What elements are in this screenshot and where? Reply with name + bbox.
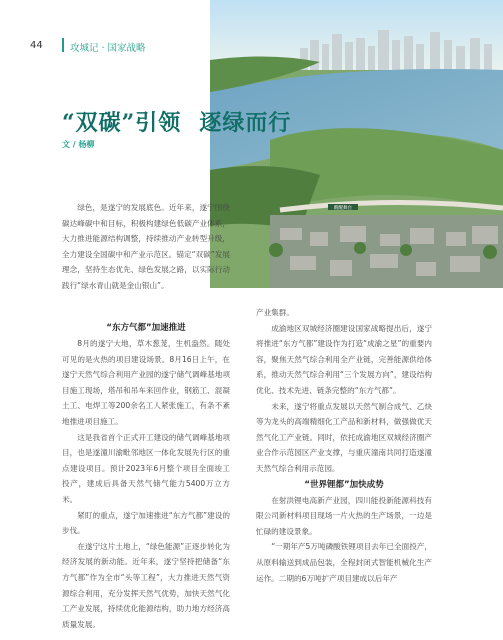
section-heading-east-gas: “东方气都”加速推进 — [106, 323, 186, 333]
right-column — [256, 305, 432, 586]
section-label: 攻城记 · 国家战略 — [70, 43, 146, 54]
author-line: 文 / 杨柳 — [62, 140, 95, 149]
title-part-a: “双碳”引领 — [62, 110, 182, 136]
paragraph: 8月的遂宁大地，草木葱茏，生机盎然。随处可见的是火热的项目建设场景。8月16日上午，在遂宁天然气综合利用产业园的遂宁储气调峰基地项目施工现场，塔吊和吊车来回作业，钢筋工、混凝土工、电焊工等200余名工人紧张施工，有条不紊地推进项目施工。 — [62, 339, 230, 426]
title-part-b: 逐绿而行 — [199, 110, 292, 136]
paragraph: 产业集群。 — [256, 308, 294, 317]
page-number: 44 — [30, 40, 43, 51]
header-rule — [62, 38, 64, 52]
photo-sign: 醒醒舞台 — [334, 206, 352, 211]
paragraph: 未来，遂宁将重点发展以天然气制合成气、乙炔等为龙头的高端精细化工产品和新材料，做强做优天然气化工产业链。同时，依托成渝地区双城经济圈产业合作示范园区产业支撑，与重庆潼南共同打造遂潼天然气综合利用示范园。 — [256, 401, 432, 473]
paragraph: 在射洪锂电高新产业园，四川能投新能源科技有限公司新材料项目现场一片火热的生产场景，一边是忙碌的建设景象。 — [256, 495, 432, 536]
paragraph: 在遂宁这片土地上，“绿色能源”正逐步转化为经济发展的新动能。近年来，遂宁坚持把储备“东方气都”作为全市“头等工程”，大力推进天然气资源综合利用，充分发挥天然气优势，加快天然气化工产业发展，持续优化能源结构，助力地方经济高质量发展。 — [62, 541, 230, 629]
aerial-city-photo — [210, 0, 503, 288]
paragraph: “一期年产5万吨磷酸铁锂项目去年已全面投产，从原料输送到成品包装，全程封闭式智能机械化生产运作。二期的6万吨扩产项目建成以后年产 — [256, 542, 432, 583]
section-heading-lithium: “世界锂都”加快成势 — [304, 479, 384, 490]
paragraph: 成渝地区双城经济圈建设国家战略提出后，遂宁将推进“东方气都”建设作为打造“成渝之星”的重要内容，聚焦天然气综合利用全产业链，完善能源供给体系，推动天然气综合利用“三个发展方向”，建设结构优化、技术先进、链条完整的“东方气都”。 — [256, 323, 432, 395]
article-title — [62, 106, 291, 137]
paragraph: 紧盯的重点，遂宁加速推进“东方气都”建设的步伐。 — [62, 510, 230, 536]
paragraph: 这是我省首个正式开工建设的储气调峰基地项目，也是遂潼川渝毗邻地区一体化发展先行区的重点建设项目。预计2023年6月整个项目全面竣工投产，建成后具备天然气储气能力5400万立方米。 — [62, 432, 230, 504]
lead-paragraph — [62, 200, 230, 294]
lead-text: 绿色，是遂宁的发展底色。近年来，遂宁围绕碳达峰碳中和目标，积极构建绿色低碳产业体系，大力推进能源结构调整，持续推动产业转型升级，全力建设全国碳中和产业示范区。锚定“双碳”发展理念，坚持生态优先、绿色发展之路，以实际行动践行“绿水青山就是金山银山”。 — [62, 203, 230, 290]
left-column — [62, 320, 230, 632]
